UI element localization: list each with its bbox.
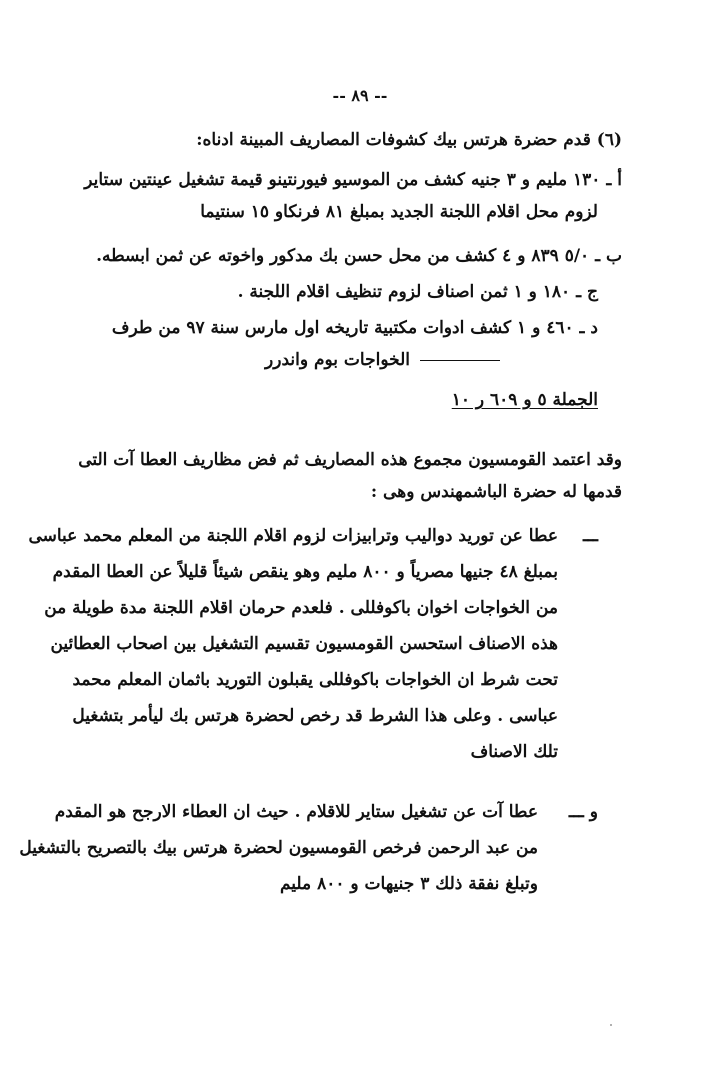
- item-a-line-2: لزوم محل اقلام اللجنة الجديد بمبلغ ٨١ فرنكاو ١٥ سنتيما: [200, 202, 598, 222]
- item-d-line-1: د ـ ٤٦٠ و ١ كشف ادوات مكتبية تاريخه اول مارس سنة ٩٧ من طرف: [111, 318, 598, 338]
- section-heading: (٦) قدم حضرة هرتس بيك كشوفات المصاريف المبينة ادناه:: [196, 130, 622, 150]
- item-a-line-1: أ ـ ١٣٠ مليم و ٣ جنيه كشف من الموسيو فيورنتينو قيمة تشغيل عينتين ستاير: [84, 170, 622, 190]
- page-number: -- ٨٩ --: [332, 86, 388, 105]
- bullet-2-line-3: وتبلغ نفقة ذلك ٣ جنيهات و ٨٠٠ مليم: [279, 874, 538, 894]
- bullet-2-line-1: عطا آت عن تشغيل ستاير للاقلام . حيث ان العطاء الارجح هو المقدم: [54, 802, 538, 822]
- bullet-1-line-6: عباسى . وعلى هذا الشرط قد رخص لحضرة هرتس بك ليأمر بتشغيل: [72, 706, 558, 726]
- bullet-1-line-4: هذه الاصناف استحسن القومسيون تقسيم التشغيل بين اصحاب العطائين: [50, 634, 558, 654]
- item-d-rule: [420, 360, 500, 361]
- total-line: الجملة ٥ و ٦٠٩ ر ١٠: [451, 390, 598, 410]
- paragraph-line-2: قدمها له حضرة الباشمهندس وهى :: [370, 482, 622, 502]
- item-b: ب ـ ٥/٠ ٨٣٩ و ٤ كشف من محل حسن بك مدكور واخوته عن ثمن ابسطه.: [96, 246, 622, 266]
- bullet-1-line-3: من الخواجات اخوان باكوفللى . فلعدم حرمان اقلام اللجنة مدة طويلة من: [44, 598, 558, 618]
- bullet-1-line-1: عطا عن توريد دواليب وترابيزات لزوم اقلام اللجنة من المعلم محمد عباسى: [28, 526, 558, 546]
- speck-mark: [610, 1024, 612, 1026]
- bullet-1-line-2: بمبلغ ٤٨ جنيها مصرياً و ٨٠٠ مليم وهو ينقص شيئاً قليلاً عن العطا المقدم: [52, 562, 558, 582]
- bullet-1-marker: ـــ: [583, 526, 598, 546]
- bullet-2-line-2: من عبد الرحمن فرخص القومسيون لحضرة هرتس بيك بالتصريح بالتشغيل: [19, 838, 538, 858]
- bullet-1-line-5: تحت شرط ان الخواجات باكوفللى يقبلون التوريد باثمان المعلم محمد: [72, 670, 558, 690]
- item-c: ج ـ ١٨٠ و ١ ثمن اصناف لزوم تنظيف اقلام اللجنة .: [237, 282, 598, 302]
- item-d-line-2: [265, 348, 500, 372]
- paragraph-line-1: وقد اعتمد القومسيون مجموع هذه المصاريف ثم فض مظاريف العطا آت التى: [78, 450, 622, 470]
- item-d-line-2-text: الخواجات بوم واندرر: [265, 350, 410, 370]
- bullet-2-marker: و ـــ: [568, 802, 598, 822]
- bullet-1-line-7: تلك الاصناف: [470, 742, 558, 762]
